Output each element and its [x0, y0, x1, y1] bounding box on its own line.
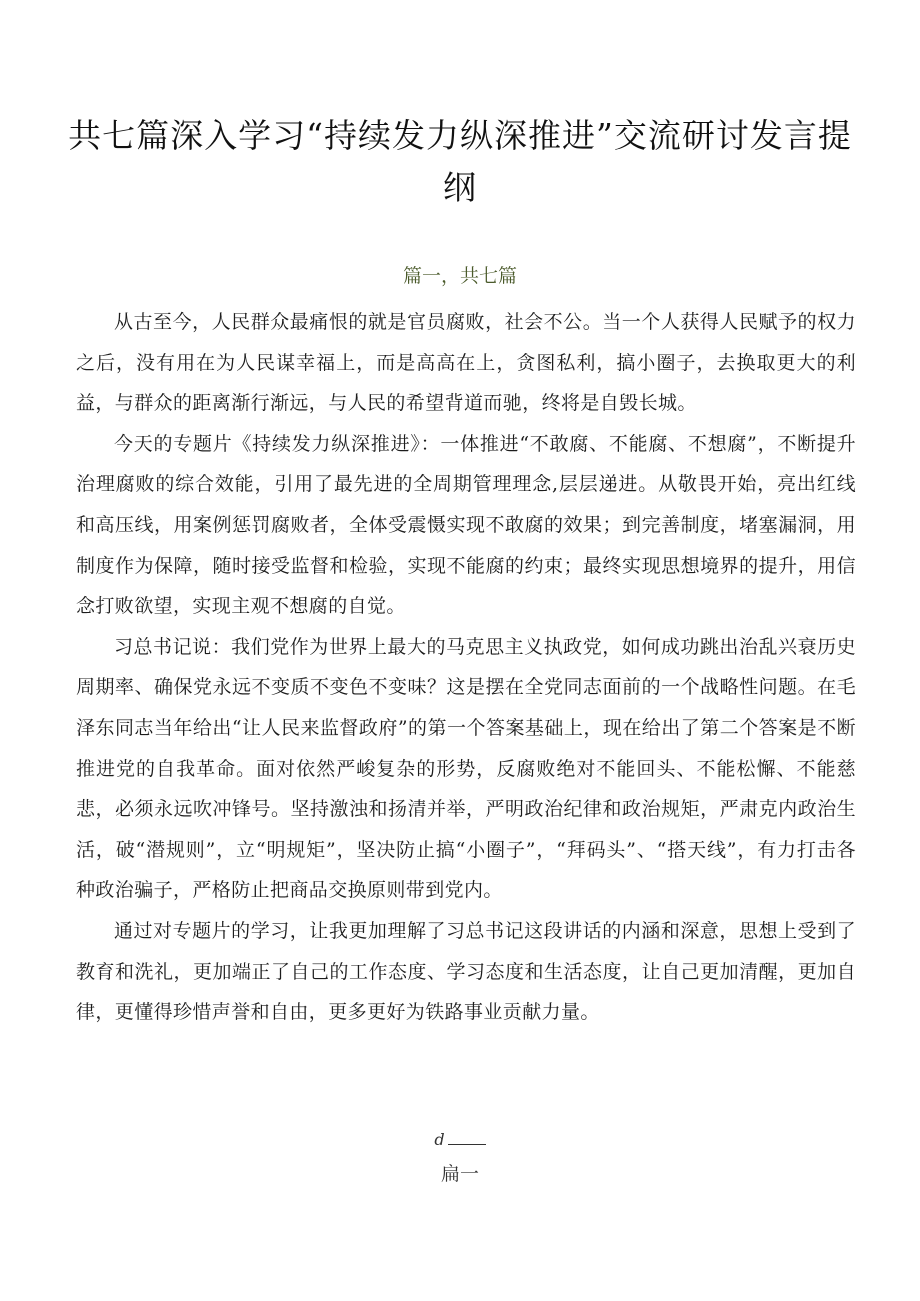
footer-mark-text: d	[434, 1130, 445, 1149]
section-heading: 篇一，共七篇	[402, 265, 517, 287]
footer-label: 扁一	[440, 1163, 479, 1185]
footer-underline	[448, 1132, 486, 1145]
document-title: 共七篇深入学习“持续发力纵深推进”交流研讨发言提纲	[68, 116, 852, 207]
paragraph: 通过对专题片的学习，让我更加理解了习总书记这段讲话的内涵和深意，思想上受到了教育和洗礼，更加端正了自己的工作态度、学习态度和生活态度，让自己更加清醒，更加自律，更懂得珍惜声誉和自由，更多更好为铁路事业贡献力量。	[76, 919, 856, 1024]
paragraph: 习总书记说：我们党作为世界上最大的马克思主义执政党，如何成功跳出治乱兴衰历史周期率、确保党永远不变质不变色不变味？这是摆在全党同志面前的一个战略性问题。在毛泽东同志当年给出“让人民来监督政府”的第一个答案基础上，现在给出了第二个答案是不断推进党的自我革命。面对依然严峻复杂的形势，反腐败绝对不能回头、不能松懈、不能慈悲，必须永远吹冲锋号。坚持激浊和扬清并举，严明政治纪律和政治规矩，严肃克内政治生活，破“潜规则”，立“明规矩”，坚决防止搞“小圈子”，“拜码头”、“搭天线”，有力打击各种政治骗子，严格防止把商品交换原则带到党内。	[76, 635, 856, 902]
document-body	[76, 302, 856, 1033]
paragraph: 从古至今，人民群众最痛恨的就是官员腐败，社会不公。当一个人获得人民赋予的权力之后，没有用在为人民谋幸福上，而是高高在上，贪图私利，搞小圈子，去换取更大的利益，与群众的距离渐行渐远，与人民的希望背道而驰，终将是自毁长城。	[76, 311, 856, 415]
footer-mark	[0, 1128, 920, 1152]
paragraph: 今天的专题片《持续发力纵深推进》：一体推进“不敢腐、不能腐、不想腐”，不断提升治理腐败的综合效能，引用了最先进的全周期管理理念,层层递进。从敬畏开始，亮出红线和高压线，用案例惩罚腐败者，全体受震慑实现不敢腐的效果；到完善制度，堵塞漏洞，用制度作为保障，随时接受监督和检验，实现不能腐的约束；最终实现思想境界的提升，用信念打败欲望，实现主观不想腐的自觉。	[76, 432, 856, 618]
